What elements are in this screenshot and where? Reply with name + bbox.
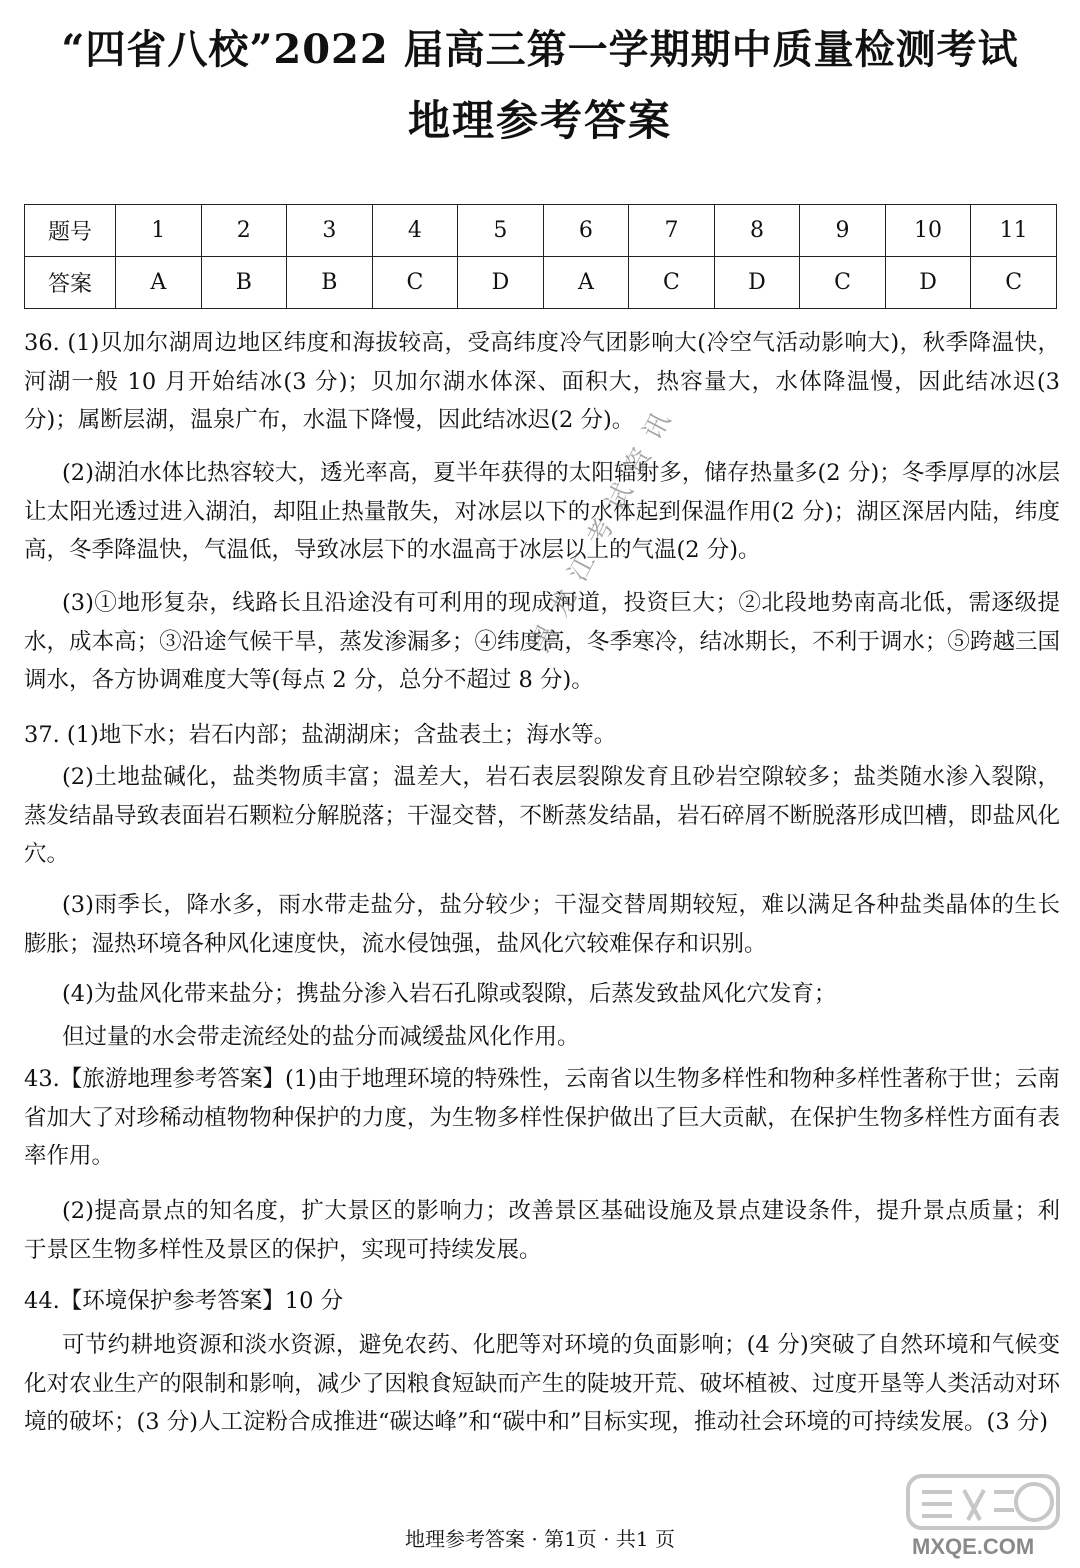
mxqe-logo xyxy=(900,1470,1070,1562)
answer-cell: A xyxy=(543,257,629,309)
q37-part3: (3)雨季长，降水多，雨水带走盐分，盐分较少；干湿交替周期较短，难以满足各种盐类晶体的生长膨胀；湿热环境各种风化速度快，流水侵蚀强，盐风化穴较难保存和识别。 xyxy=(24,892,1060,957)
question-number: 6 xyxy=(543,205,629,257)
q43-part1: 43.【旅游地理参考答案】(1)由于地理环境的特殊性，云南省以生物多样性和物种多样性著称于世；云南省加大了对珍稀动植物物种保护的力度，为生物多样性保护做出了巨大贡献，在保护生物多样性方面有表率作用。 xyxy=(24,1066,1060,1169)
table-row-numbers xyxy=(25,205,1057,257)
question-number: 2 xyxy=(201,205,287,257)
question-number: 8 xyxy=(714,205,800,257)
q36-part1: 36. (1)贝加尔湖周边地区纬度和海拔较高，受高纬度冷气团影响大(冷空气活动影响大)，秋季降温快，河湖一般 10 月开始结冰(3 分)；贝加尔湖水体深、面积大，热容量大，水体降温慢，因此结冰迟(3 分)；属断层湖，温泉广布，水温下降慢，因此结冰迟(2 分)。 xyxy=(24,330,1060,433)
q44-heading: 44.【环境保护参考答案】10 分 xyxy=(24,1288,344,1314)
question-number: 4 xyxy=(372,205,458,257)
q36-part2: (2)湖泊水体比热容较大，透光率高，夏半年获得的太阳辐射多，储存热量多(2 分)；冬季厚厚的冰层让太阳光透过进入湖泊，却阻止热量散失，对冰层以下的水体起到保温作用(2 分)；湖区深居内陆，纬度高，冬季降温快，气温低，导致冰层下的水温高于冰层以上的气温(2 分)。 xyxy=(24,460,1060,563)
document-title: “四省八校”2022 届高三第一学期期中质量检测考试 xyxy=(61,26,1019,73)
q37-part1: 37. (1)地下水；岩石内部；盐湖湖床；含盐表土；海水等。 xyxy=(24,722,617,748)
question-number: 11 xyxy=(971,205,1057,257)
q44-answer: 可节约耕地资源和淡水资源，避免农药、化肥等对环境的负面影响；(4 分)突破了自然环境和气候变化对农业生产的限制和影响，减少了因粮食短缺而产生的陡坡开荒、破坏植被、过度开垦等人类活动对环境的破坏；(3 分)人工淀粉合成推进“碳达峰”和“碳中和”目标实现，推动社会环境的可持续发展。(3 分) xyxy=(24,1332,1060,1435)
question-number: 3 xyxy=(287,205,373,257)
q37-part2: (2)土地盐碱化，盐类物质丰富；温差大，岩石表层裂隙发育且砂岩空隙较多；盐类随水渗入裂隙，蒸发结晶导致表面岩石颗粒分解脱落；干湿交替，不断蒸发结晶，岩石碎屑不断脱落形成凹槽，即盐风化穴。 xyxy=(24,764,1060,867)
question-number: 10 xyxy=(885,205,971,257)
row-label-question: 题号 xyxy=(25,205,116,257)
answer-cell: C xyxy=(971,257,1057,309)
answer-table xyxy=(24,204,1057,309)
answer-cell: C xyxy=(800,257,886,309)
page-footer: 地理参考答案 · 第1页 · 共1 页 xyxy=(405,1527,675,1551)
logo-mark xyxy=(908,1476,1058,1528)
question-number: 5 xyxy=(458,205,544,257)
q37-part4-line1: (4)为盐风化带来盐分；携盐分渗入岩石孔隙或裂隙，后蒸发致盐风化穴发育； xyxy=(62,981,837,1007)
question-number: 1 xyxy=(116,205,202,257)
answer-cell: B xyxy=(287,257,373,309)
answer-cell: D xyxy=(885,257,971,309)
table-row-answers xyxy=(25,257,1057,309)
question-number: 7 xyxy=(629,205,715,257)
answer-cell: C xyxy=(372,257,458,309)
answer-cell: A xyxy=(116,257,202,309)
watermark-text: 黑龙江考试资讯 xyxy=(525,395,684,657)
q36-part3: (3)①地形复杂，线路长且沿途没有可利用的现成河道，投资巨大；②北段地势南高北低，需逐级提水，成本高；③沿途气候干旱，蒸发渗漏多；④纬度高，冬季寒冷，结冰期长，不利于调水；⑤跨越三国调水，各方协调难度大等(每点 2 分，总分不超过 8 分)。 xyxy=(24,590,1060,693)
document-subtitle: 地理参考答案 xyxy=(407,96,672,145)
q43-part2: (2)提高景点的知名度，扩大景区的影响力；改善景区基础设施及景点建设条件，提升景点质量；利于景区生物多样性及景区的保护，实现可持续发展。 xyxy=(24,1198,1060,1263)
answer-cell: D xyxy=(714,257,800,309)
answer-cell: D xyxy=(458,257,544,309)
answer-cell: C xyxy=(629,257,715,309)
row-label-answer: 答案 xyxy=(25,257,116,309)
q37-part4-line2: 但过量的水会带走流经处的盐分而减缓盐风化作用。 xyxy=(62,1024,580,1050)
answer-cell: B xyxy=(201,257,287,309)
question-number: 9 xyxy=(800,205,886,257)
logo-url: MXQE.COM xyxy=(912,1534,1035,1559)
